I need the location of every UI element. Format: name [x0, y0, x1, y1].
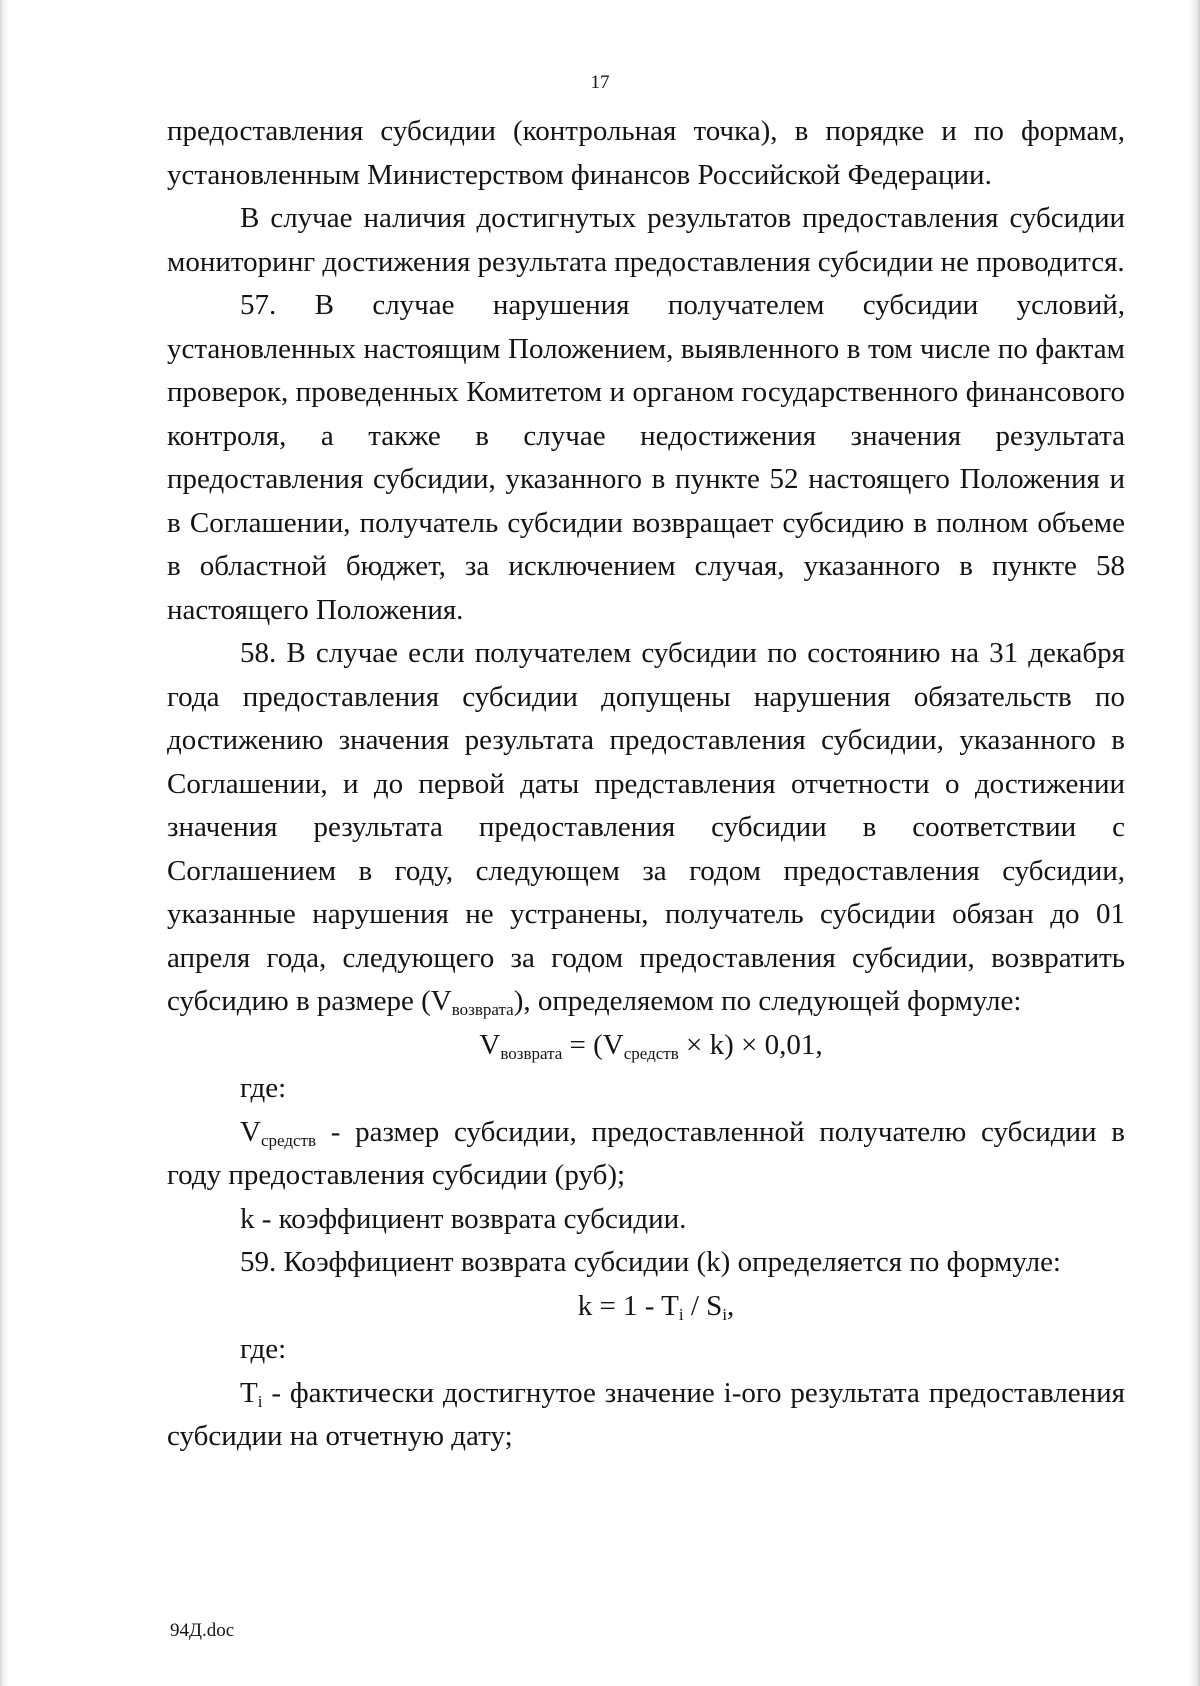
paragraph-58-tail: ), — [513, 985, 531, 1017]
scan-edge-right — [1188, 0, 1200, 1686]
paragraph-57: 57. В случае нарушения получателем субсидии условий, установленных настоящим Положением, выявленного в том числе по фактам проверок, проведенных Комитетом и органом государственного финансового контроля, а также в случае недостижения значения результата предоставления субсидии, указанного в пункте 52 настоящего Положения и в Соглашении, получатель субсидии возвращает субсидию в полном объеме в областной бюджет, за исключением случая, указанного в пункте 58 настоящего Положения. — [167, 289, 1125, 626]
paragraph-monitoring: В случае наличия достигнутых результатов предоставления субсидии мониторинг достижения результата предоставления субсидии не проводится. — [167, 202, 1125, 278]
formula-v-funds-subscript: средств — [623, 1043, 679, 1063]
scan-edge-left — [0, 0, 9, 1686]
formula-k-head: k = 1 - T — [577, 1289, 679, 1322]
formula-k-mid: / S — [683, 1289, 723, 1322]
definition-v-subscript: средств — [260, 1130, 316, 1150]
paragraph-58-end: определяемом по следующей формуле: — [537, 985, 1022, 1017]
formula-k-s-subscript: i — [722, 1304, 728, 1324]
paragraph-continuation: предоставления субсидии (контрольная точка), в порядке и по формам, установленным Министерством финансов Российской Федерации. — [167, 115, 1125, 191]
formula-v-mid: = (V — [562, 1028, 624, 1061]
page-number: 17 — [590, 72, 610, 93]
definition-k: k - коэффициент возврата субсидии. — [240, 1202, 687, 1235]
formula-v-tail: × k) × 0,01, — [678, 1028, 823, 1061]
where-label-1: где: — [240, 1072, 287, 1104]
definition-t-subscript: i — [257, 1391, 263, 1411]
definition-t — [167, 1372, 1125, 1459]
definition-v-symbol: V — [240, 1115, 261, 1148]
formula-v-symbol: V — [479, 1028, 501, 1061]
formula-k-tail: , — [727, 1289, 735, 1322]
paragraph-58-text: 58. В случае если получателем субсидии по состоянию на 31 декабря года предоставления субсидии допущены нарушения обязательств по достижению значения результата предоставления субсидии, указанного в Соглашении, и до первой даты представления отчетности о достижении значения результата предоставления субсидии в соответствии с Соглашением в году, следующем за годом предоставления субсидии, указанные нарушения не устранены, получатель субсидии обязан до 01 апреля года, следующего за годом предоставления субсидии, возвратить субсидию в размере (V — [167, 637, 1125, 1017]
formula-k-t-subscript: i — [678, 1304, 684, 1324]
definition-t-text: - фактически достигнутое значение i-ого результата предоставления субсидии на отчетную дату; — [167, 1376, 1125, 1452]
definition-v-text: - размер субсидии, предоставленной получателю субсидии в году предоставления субсидии (руб); — [167, 1115, 1125, 1191]
definition-t-symbol: T — [240, 1376, 258, 1409]
footer-filename: 94Д.doc — [170, 1620, 235, 1641]
paragraph-59: 59. Коэффициент возврата субсидии (k) определяется по формуле: — [240, 1246, 1061, 1278]
definition-v-funds — [167, 1111, 1125, 1198]
paragraph-58-subscript: возврата — [451, 1000, 514, 1019]
formula-v-subscript: возврата — [500, 1043, 563, 1063]
formula-k — [167, 1285, 1125, 1329]
document-body — [167, 110, 1125, 1459]
where-label-2: где: — [240, 1333, 287, 1365]
paragraph-58 — [167, 632, 1125, 1024]
formula-v-return — [167, 1024, 1125, 1068]
